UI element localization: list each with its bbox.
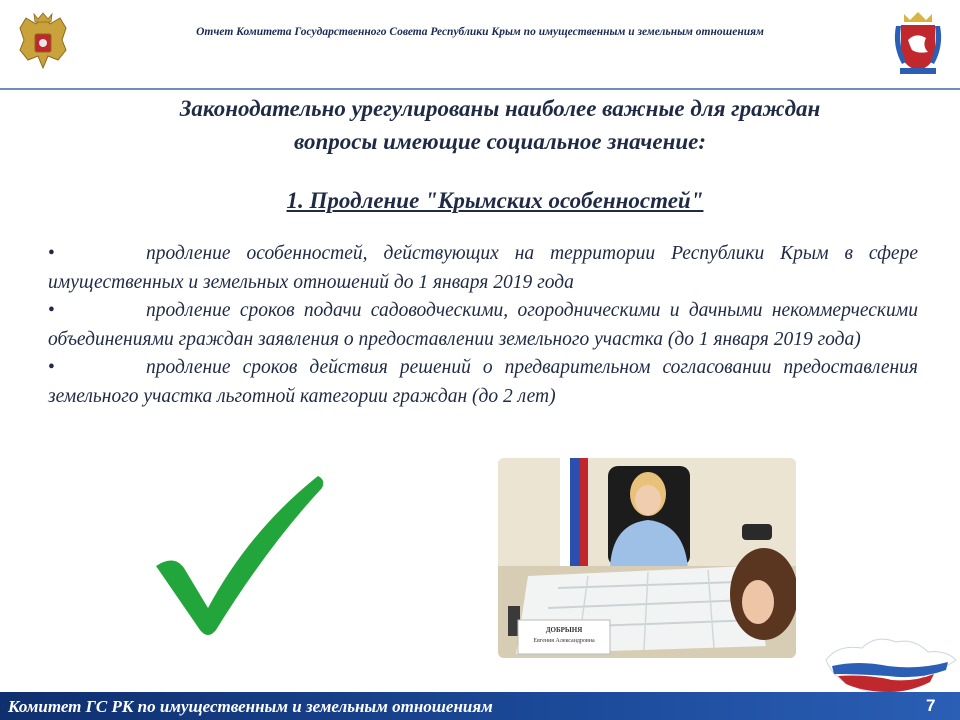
slide-title-line-2: вопросы имеющие социальное значение: — [293, 129, 707, 154]
section-heading — [0, 188, 960, 214]
bullet-marker: • — [48, 243, 55, 264]
green-checkmark-icon — [150, 470, 330, 640]
page-number: 7 — [926, 696, 936, 715]
meeting-photo — [498, 458, 796, 658]
list-item — [48, 297, 918, 354]
bullet-text: продление особенностей, действующих на территории Республики Крым в сфере имущественных и земельных отношений до 1 января 2019 года — [48, 243, 918, 293]
russia-coat-of-arms-icon — [14, 10, 72, 74]
bullet-text: продление сроков действия решений о предварительном согласовании предоставления земельного участка льготной категории граждан (до 2 лет) — [48, 357, 918, 407]
crimea-map-icon — [818, 630, 960, 698]
list-item — [48, 240, 918, 297]
slide-title — [60, 92, 940, 158]
header-divider — [0, 88, 960, 90]
header-title: Отчет Комитета Государственного Совета Республики Крым по имущественным и земельным отношениям — [196, 26, 764, 38]
nameplate-name: Евгения Александровна — [533, 638, 595, 644]
footer-committee-name: Комитет ГС РК по имущественным и земельным отношениям — [8, 697, 493, 716]
slide-title-line-1: Законодательно урегулированы наиболее важные для граждан — [179, 96, 821, 121]
bullet-text: продление сроков подачи садоводческими, огородническими и дачными некоммерческими объединениями граждан заявления о предоставлении земельного участка (до 1 января 2019 года) — [48, 300, 918, 350]
section-heading-text: 1. Продление "Крымских особенностей" — [286, 188, 704, 213]
bullet-marker: • — [48, 357, 55, 378]
bullet-list — [48, 240, 918, 411]
nameplate-surname: ДОБРЫНЯ — [545, 626, 583, 634]
list-item — [48, 354, 918, 411]
bullet-marker: • — [48, 300, 55, 321]
crimea-coat-of-arms-icon — [890, 10, 946, 76]
